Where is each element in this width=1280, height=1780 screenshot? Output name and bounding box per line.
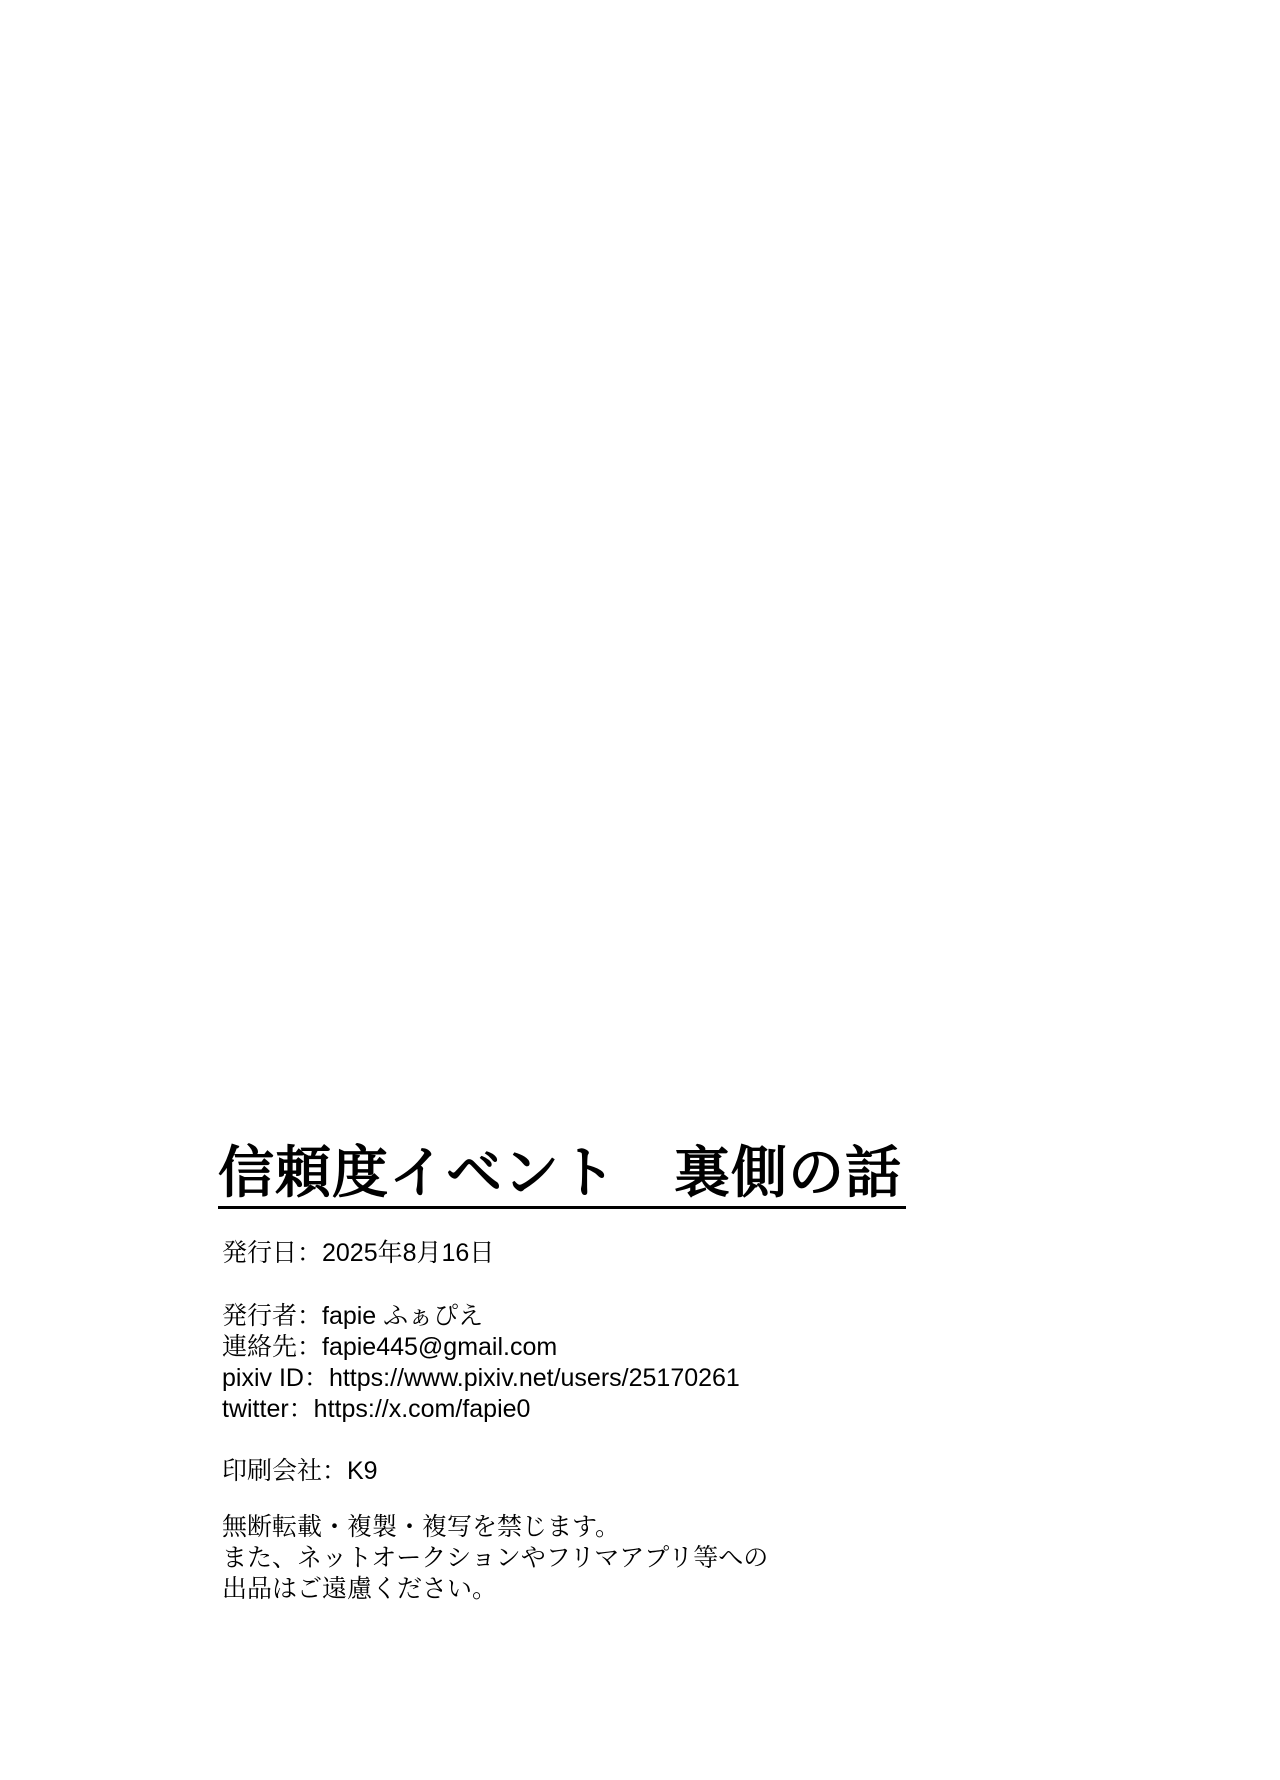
pixiv-url-line: pixiv ID：https://www.pixiv.net/users/25170261 [222,1364,740,1392]
contact-email-line: 連絡先：fapie445@gmail.com [222,1333,558,1361]
colophon-info [222,1238,768,1605]
printer-line: 印刷会社：K9 [222,1457,378,1485]
notice-line-2: また、ネットオークションやフリマアプリ等への [222,1544,769,1572]
publish-date-line: 発行日：2025年8月16日 [222,1239,495,1267]
notice-line-1: 無断転載・複製・複写を禁じます。 [222,1513,621,1541]
page-title: 信頼度イベント 裏側の話 [218,1142,906,1209]
twitter-url-line: twitter：https://x.com/fapie0 [222,1395,531,1423]
notice-line-3: 出品はご遠慮ください。 [222,1575,498,1603]
publisher-line: 発行者：fapie ふぁぴえ [222,1302,484,1330]
